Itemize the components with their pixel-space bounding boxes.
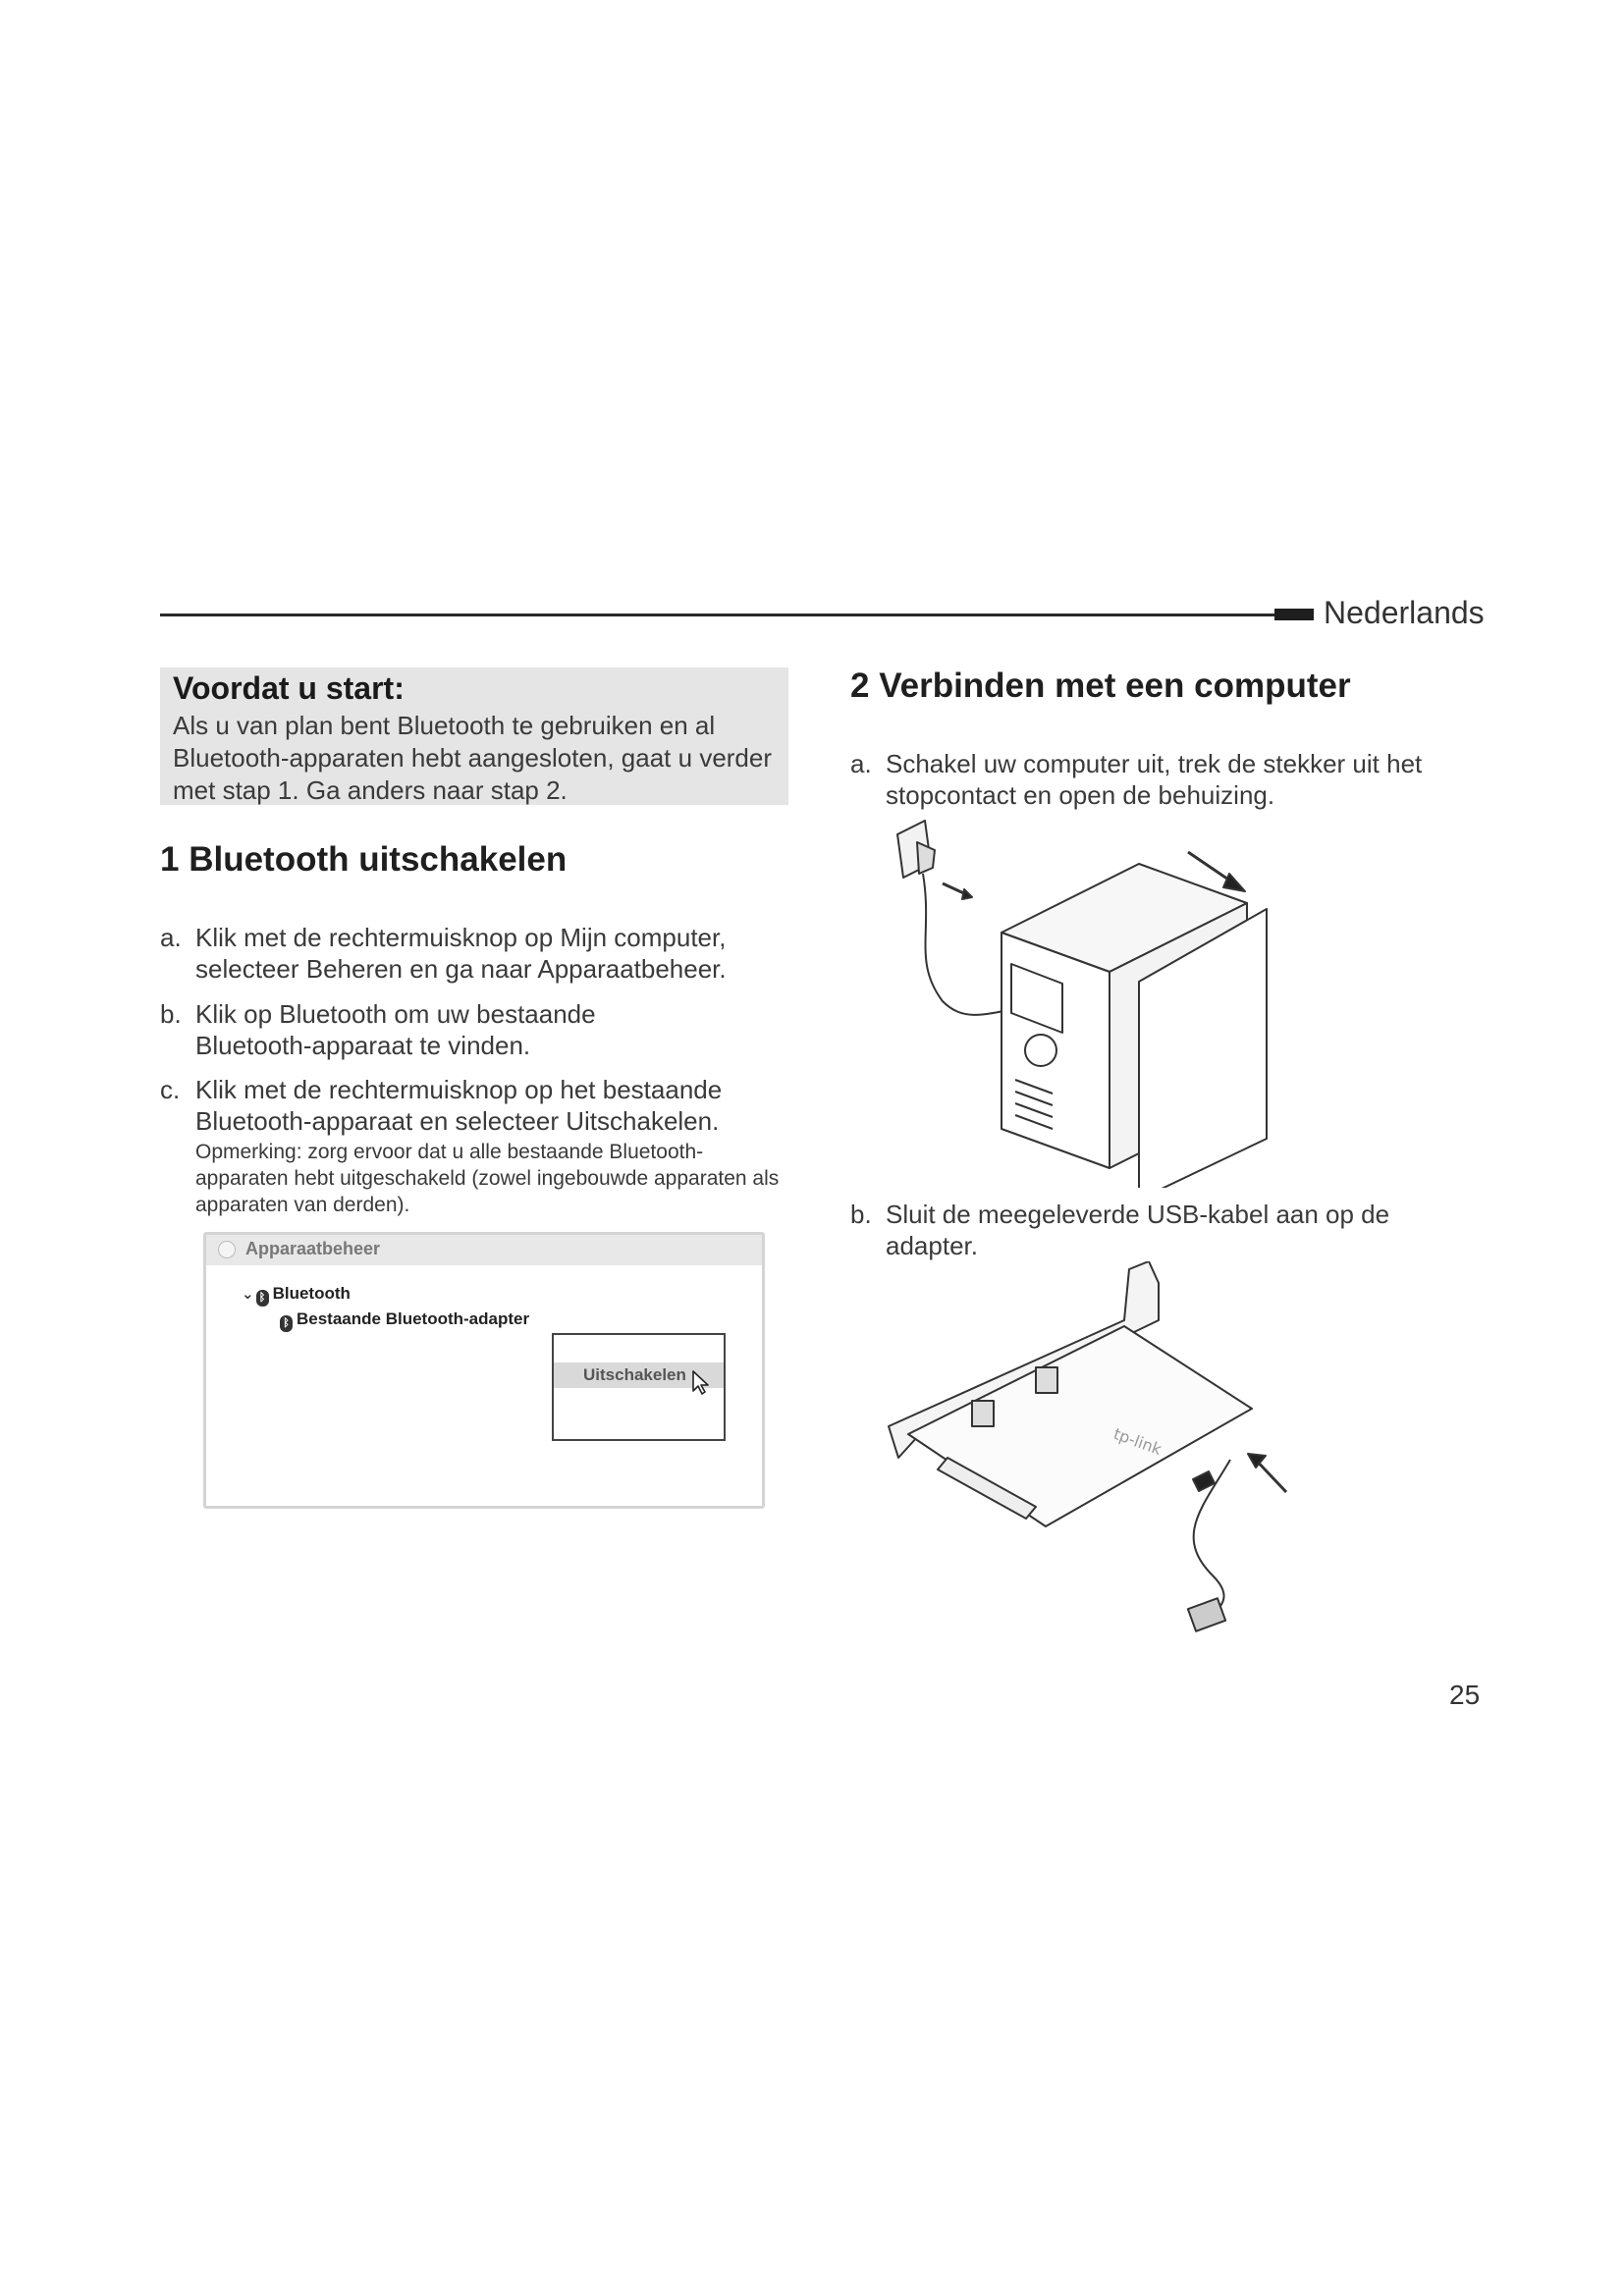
step-text: Klik met de rechtermuisknop op het bestaande Bluetooth-apparaat en selecteer Uitschakelen. [195, 1075, 723, 1136]
step-label: a. [850, 749, 872, 778]
language-label: Nederlands [1324, 595, 1485, 630]
before-start-text: Als u van plan bent Bluetooth te gebruiken en al Bluetooth-apparaten hebt aangesloten, gaat u verder met stap 1. Ga anders naar stap 2. [173, 711, 773, 805]
bluetooth-icon: ᛒ [280, 1315, 293, 1332]
step-text: Sluit de meegeleverde USB-kabel aan op de adapter. [886, 1200, 1390, 1260]
mouse-cursor-icon [691, 1370, 711, 1396]
context-menu-item-label: Uitschakelen [583, 1365, 686, 1384]
section-1-step-b [160, 998, 788, 1067]
card-logo: tp-link [1110, 1423, 1164, 1460]
section-1-note: Opmerking: zorg ervoor dat u alle bestaande Bluetooth-apparaten hebt uitgeschakeld (zowel ingebouwde apparaten als apparaten van derden). [195, 1141, 780, 1216]
section-1-title: 1 Bluetooth uitschakelen [160, 840, 568, 879]
context-menu [552, 1333, 726, 1441]
step-label: c. [160, 1075, 181, 1104]
step-text: Klik op Bluetooth om uw bestaande Bluetooth-apparaat te vinden. [195, 999, 596, 1060]
step-label: a. [160, 923, 182, 952]
device-manager-icon [218, 1241, 236, 1258]
section-2-step-a [850, 748, 1479, 817]
bluetooth-icon: ᛒ [256, 1290, 269, 1307]
before-start-title: Voordat u start: [173, 670, 405, 706]
device-manager-title: Apparaatbeheer [245, 1239, 381, 1258]
step-label: b. [850, 1200, 872, 1229]
pcie-adapter-illustration [879, 1261, 1311, 1644]
header-rule-accent [1274, 609, 1314, 620]
tree-item-label: Bluetooth [272, 1284, 351, 1303]
step-text: Klik met de rechtermuisknop op Mijn computer, selecteer Beheren en ga naar Apparaatbeheer. [195, 923, 727, 984]
tree-item-bluetooth[interactable] [242, 1284, 351, 1307]
tree-item-label: Bestaande Bluetooth-adapter [297, 1309, 530, 1328]
device-manager-screenshot [203, 1232, 765, 1509]
computer-tower-illustration [874, 815, 1286, 1188]
page-number: 25 [1449, 1680, 1481, 1710]
device-manager-titlebar [206, 1235, 762, 1265]
section-2-title: 2 Verbinden met een computer [850, 667, 1351, 705]
section-1-step-a [160, 922, 788, 990]
chevron-down-icon: ⌄ [242, 1286, 254, 1303]
tree-item-bluetooth-adapter[interactable] [280, 1309, 529, 1332]
section-2-step-b [850, 1199, 1479, 1267]
step-text: Schakel uw computer uit, trek de stekker uit het stopcontact en open de behuizing. [886, 749, 1423, 810]
header-rule [160, 614, 1274, 616]
step-label: b. [160, 999, 182, 1029]
section-1-step-c [160, 1074, 788, 1143]
